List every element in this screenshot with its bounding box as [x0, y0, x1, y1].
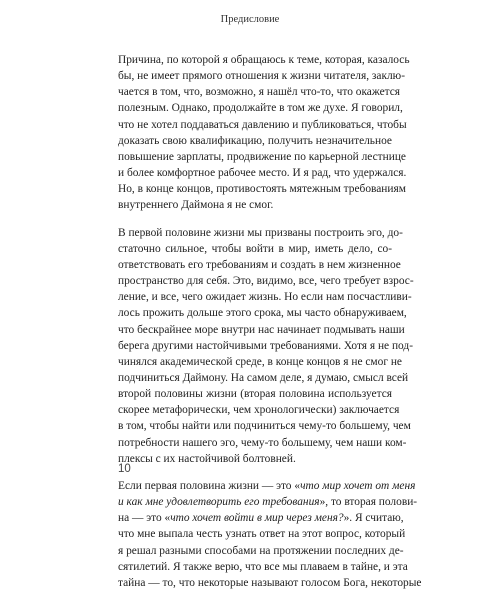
- text-line: берега другими настойчивыми требованиями. Хотя я не под-: [118, 339, 413, 352]
- text-line: доказать свою квалификацию, получить незначительное: [118, 134, 392, 147]
- text-line: чинялся академической среде, в конце концов я не смог не: [118, 355, 402, 368]
- text-line: статочно сильное, чтобы войти в мир, иметь дело, со-: [118, 242, 392, 255]
- text-line: что бескрайнее море внутри нас начинает подмывать наши: [118, 323, 405, 336]
- text-line: пространство для себя. Это, видимо, все, чего требует взрос-: [118, 275, 414, 288]
- text-line: полезным. Однако, продолжайте в том же духе. Я говорил,: [118, 102, 403, 115]
- text-line: повышение зарплаты, продвижение по карьерной лестнице: [118, 150, 406, 163]
- paragraph-2: [118, 225, 414, 467]
- paragraph-1: [118, 52, 410, 214]
- text-line: сятилетий. Я также верю, что все мы плаваем в тайне, и эта: [118, 560, 408, 573]
- text-line: чается в том, что, возможно, я нашёл что-то, что окажется: [118, 86, 401, 99]
- text-line: тайна — то, что некоторые называют голосом Бога, некоторые: [118, 576, 422, 589]
- text-line: в том, чтобы найти или подчиниться чему-то большему, чем: [118, 420, 411, 433]
- text-line: В первой половине жизни мы призваны построить эго, до-: [118, 226, 403, 239]
- text-line: бы, не имеет прямого отношения к жизни читателя, заклю-: [118, 70, 405, 83]
- text-line: я решал разными способами на протяжении последних де-: [118, 544, 404, 557]
- text-line: потребности нашего эго, чему-то большему, чем наши ком-: [118, 436, 407, 449]
- page-number: 10: [118, 463, 131, 475]
- text-line: Но, в конце концов, противостоять мятежным требованиям: [118, 183, 406, 196]
- text-line: подчиниться Даймону. На самом деле, я думаю, смысл всей: [118, 371, 409, 384]
- text-line: на — это «что хочет войти в мир через меня?». Я считаю,: [118, 512, 404, 525]
- text-line: лось прожить дольше этого срока, мы часто обнаруживаем,: [118, 307, 407, 320]
- text-line: ответствовать его требованиям и создать в нем жизненное: [118, 258, 401, 271]
- paragraph-3: [118, 478, 422, 591]
- text-line: плексы с их настойчивой болтовней.: [118, 452, 296, 465]
- text-line: что не хотел поддаваться давлению и публиковаться, чтобы: [118, 118, 407, 131]
- text-line: что мне выпала честь узнать ответ на этот вопрос, который: [118, 528, 406, 541]
- text-line: внутреннего Даймона я не смог.: [118, 199, 274, 212]
- body-text: [118, 52, 422, 591]
- text-line: второй половины жизни (вторая половина используется: [118, 388, 392, 401]
- text-line: ление, и все, чего ожидает жизнь. Но если нам посчастливи-: [118, 291, 412, 304]
- text-line: и как мне удовлетворить его требования», то вторая полови-: [118, 496, 418, 509]
- text-line: и более комфортное рабочее место. И я рад, что удержался.: [118, 167, 407, 180]
- running-head: Предисловие: [220, 14, 280, 25]
- text-line: Причина, по которой я обращаюсь к теме, которая, казалось: [118, 54, 410, 66]
- text-line: скорее метафорически, чем хронологически) заключается: [118, 404, 400, 417]
- text-line: Если первая половина жизни — это «что мир хочет от меня: [118, 479, 416, 492]
